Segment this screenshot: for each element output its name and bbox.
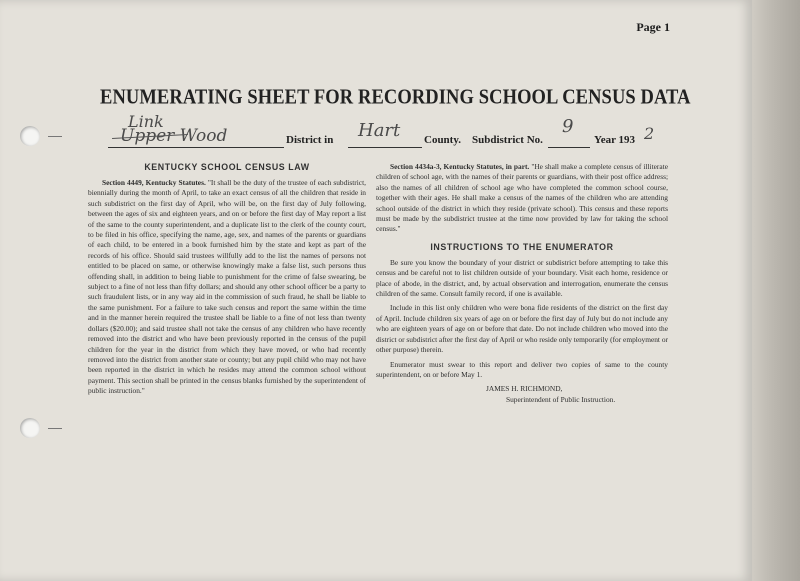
subdistrict-underline <box>548 147 590 148</box>
section-4449-text: "It shall be the duty of the trustee of each subdistrict, biennially during the month of April, to take an exact census of all the children that reside in such subdistrict on the first day of April, who will be, on the first day of July following, between the ages of six and eighteen years, and on or before the first day of May report a list of the same to the county superintendent, and a duplicate list to the clerk of the county court, to be filed in his office, specifying the name, age, sex, and names of the parents or guardians of each child, to be entered in a book furnished him by the state and kept as part of the records of his office. Should said trustees willfully add to the list the names of persons not entitled to be placed on same, or otherwise knowingly make a false list, such persons thus offending shall, in addition to being liable to punishment for the crime of false swearing, be subject to a fine of not less than fifty dollars; and should any other school officer be a party to such fraudulent lists, or in any way aid in the commission of such fraud, he shall be liable to the same punishment. For a failure to take such census and report the same within the time and in the manner herein required the trustee shall be liable to a fine of not less than twenty dollars ($20.00); and said trustee shall not take the census of any children who have recently removed into the district and who have been previously reported in the census of the pupil children for the year in the district from which they have moved, or who had recently removed into the district from another state or county; but any pupil child who may not have been reported in the district in which he resides may attend the common school without payment. This section shall be printed in the census blanks furnished by the superintendent of public instruction." <box>88 178 366 396</box>
punch-hole-bottom <box>20 418 40 438</box>
signature-title: Superintendent of Public Instruction. <box>506 394 616 404</box>
handwritten-district-struck: Upper Wood <box>120 126 228 146</box>
signature-name: JAMES H. RICHMOND, <box>486 384 563 394</box>
handwritten-district-name: Link <box>128 112 164 131</box>
left-column <box>88 162 366 401</box>
punch-hole-top <box>20 126 40 146</box>
district-fill-row <box>100 112 680 150</box>
signature-block <box>376 384 668 405</box>
year-label: Year 193 <box>594 134 636 146</box>
county-label: County. <box>424 134 461 146</box>
underlying-page-edge <box>752 0 800 581</box>
section-4449-paragraph <box>88 178 366 397</box>
instruction-paragraph: Enumerator must swear to this report and deliver two copies of same to the county superintendent, on or before May 1. <box>376 359 668 379</box>
handwritten-year-digit: 2 <box>644 124 655 143</box>
instruction-paragraph: Include in this list only children who were bona fide residents of the district on the first day of April. Include children six years of age on or before the first day of July but do not include any who are eighteen years of age on or before that date. Do not include children who moved into the district or subdistrict after the first day of April or who reside only temporarily (for employment or other purpose) therein. <box>376 303 668 355</box>
sheet-title: ENUMERATING SHEET FOR RECORDING SCHOOL CENSUS DATA <box>100 86 691 109</box>
district-label: District in <box>286 134 334 146</box>
census-law-heading: KENTUCKY SCHOOL CENSUS LAW <box>144 162 310 172</box>
instructions-heading: INSTRUCTIONS TO THE ENUMERATOR <box>430 241 614 252</box>
right-column <box>376 162 668 405</box>
margin-mark-bottom <box>48 428 62 429</box>
section-4434-text: "He shall make a complete census of illiterate children of school age, with the names of their parents or guardians, with their post office address; also the names of all children of school age who have completed the common school course, together with their ages. He shall make a census of the names of the children who are attending school outside of the district in which they reside (private school). This census and these reports must be made by the subdistrict trustee at the time now provided by law for taking the school census." <box>376 162 668 234</box>
section-4434-paragraph <box>376 162 668 235</box>
district-underline <box>108 147 284 148</box>
page-number: Page 1 <box>636 20 670 34</box>
instruction-paragraph: Be sure you know the boundary of your district or subdistrict before attempting to take this census and be careful not to list children outside of your boundary. Visit each home, residence or place of abode, in the district, and, by actual observation and interrogation, enumerate the census children of the same. Consult family record, if one is available. <box>376 257 668 299</box>
handwritten-subdistrict: 9 <box>562 116 574 137</box>
subdistrict-label: Subdistrict No. <box>472 134 543 146</box>
section-4449-ref: Section 4449, Kentucky Statutes. <box>102 178 206 187</box>
county-underline <box>348 147 422 148</box>
handwritten-county: Hart <box>358 120 401 141</box>
margin-mark-top <box>48 136 62 137</box>
section-4434-ref: Section 4434a-3, Kentucky Statutes, in part. <box>390 162 530 171</box>
